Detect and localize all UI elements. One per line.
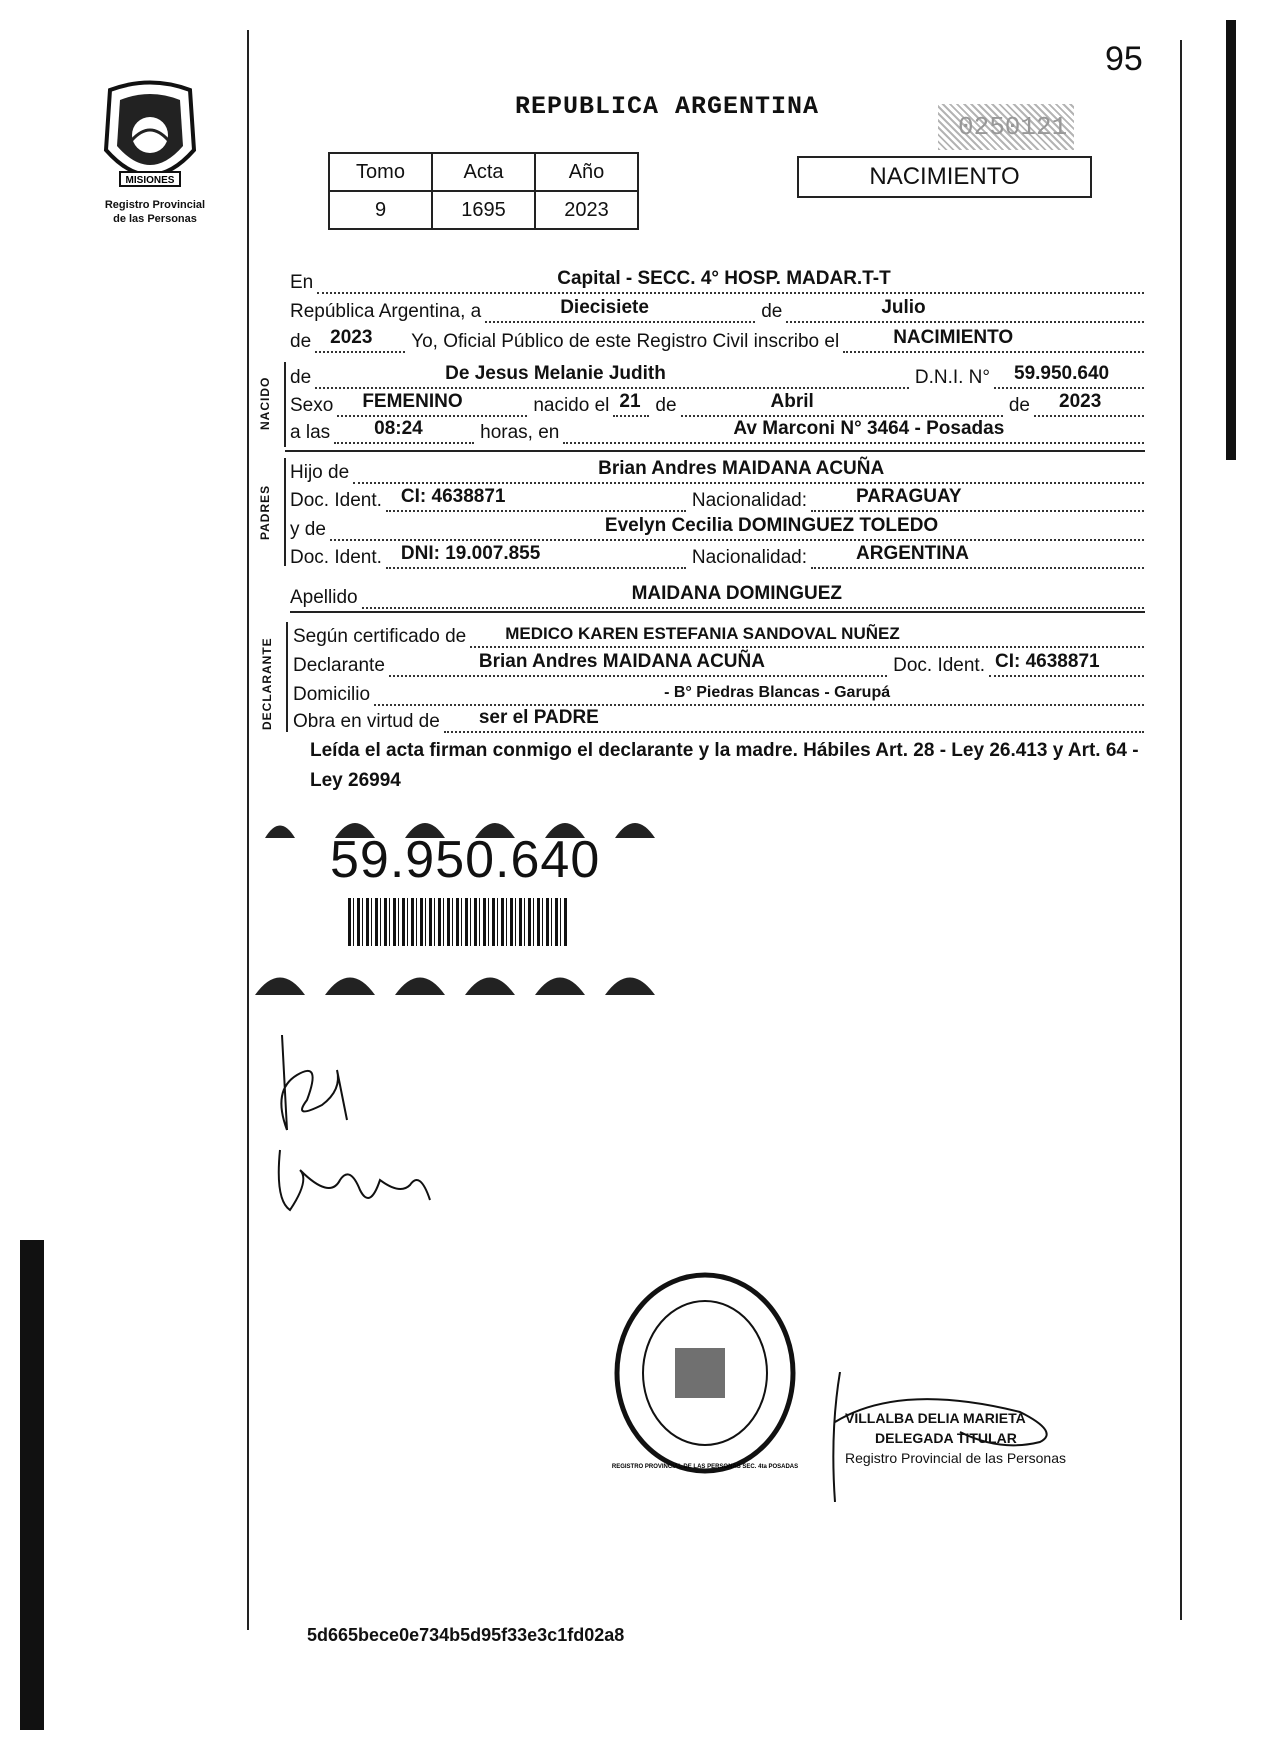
logo-caption-line2: de las Personas	[113, 213, 197, 225]
anio-header: Año	[535, 153, 638, 191]
nacido-de-label: de	[290, 367, 312, 388]
registry-seal	[610, 1268, 800, 1483]
child-dni: 59.950.640	[1014, 363, 1110, 384]
nacido-bracket	[284, 362, 286, 447]
domicilio-label: Domicilio	[293, 684, 371, 705]
line-declarante	[293, 651, 1144, 677]
domicilio-value: - B° Piedras Blancas - Garupá	[664, 684, 891, 701]
mother-nationality: ARGENTINA	[856, 543, 969, 564]
line-date	[290, 297, 1144, 323]
year-prefix: de	[290, 331, 312, 352]
date-de-label: de	[761, 301, 783, 322]
top-stamp-text: 0250121	[958, 112, 1068, 142]
hijo-label: Hijo de	[290, 462, 350, 483]
declarante-doc-label: Doc. Ident.	[893, 655, 985, 676]
document-title: REPUBLICA ARGENTINA	[515, 92, 820, 121]
month-value: Julio	[881, 297, 926, 318]
declarante-section-label: DECLARANTE	[260, 637, 274, 730]
line-cert	[293, 622, 1144, 648]
record-type-box: NACIMIENTO	[797, 156, 1092, 198]
delegate-office: Registro Provincial de las Personas	[845, 1450, 1066, 1466]
delegate-role: DELEGADA TITULAR	[875, 1430, 1017, 1446]
birth-de-label: de	[655, 395, 677, 416]
child-name: De Jesus Melanie Judith	[445, 363, 666, 384]
birth-year: 2023	[1059, 391, 1102, 412]
tomo-header: Tomo	[329, 153, 432, 191]
declarante-label: Declarante	[293, 655, 385, 676]
sticker-dni-number: 59.950.640	[330, 831, 601, 889]
mother-doc: DNI: 19.007.855	[400, 543, 541, 564]
document-hash: 5d665bece0e734b5d95f33e3c1fd02a8	[307, 1625, 625, 1645]
nacido-section-label: NACIDO	[258, 376, 272, 430]
left-edge-bar	[20, 1240, 44, 1730]
top-stamp	[938, 104, 1074, 150]
seal-text: REGISTRO PROVINCIAL DE LAS PERSONAS SEC. 4ta POSADAS	[611, 1464, 799, 1470]
obra-value: ser el PADRE	[478, 707, 599, 728]
sexo-label: Sexo	[290, 395, 334, 416]
line-mother-doc	[290, 543, 1144, 569]
inscribe-value: NACIMIENTO	[893, 327, 1014, 348]
horas-label: horas, en	[480, 422, 560, 443]
birth-day: 21	[619, 391, 641, 412]
declarante-signature	[262, 1030, 382, 1145]
line-nacido-sexo	[290, 391, 1144, 417]
en-value: Capital - SECC. 4° HOSP. MADAR.T-T	[557, 268, 891, 289]
sticker-bottom-band	[255, 955, 695, 995]
apellido-label: Apellido	[290, 587, 358, 608]
birth-month: Abril	[770, 391, 814, 412]
birth-time: 08:24	[374, 418, 423, 439]
madre-signature	[270, 1140, 440, 1235]
closing-statement: Leída el acta firman conmigo el declarante y la madre. Hábiles Art. 28 - Ley 26.413 y Art. 64 - Ley 26994	[310, 740, 1139, 791]
delegate-name: VILLALBA DELIA MARIETA	[845, 1410, 1026, 1426]
father-nationality: PARAGUAY	[856, 486, 962, 507]
line-father	[290, 458, 1144, 484]
father-doc: CI: 4638871	[400, 486, 506, 507]
province-logo	[90, 80, 210, 203]
declarante-name: Brian Andres MAIDANA ACUÑA	[478, 651, 765, 672]
padres-section-label: PADRES	[258, 484, 272, 540]
nacido-el-label: nacido el	[533, 395, 610, 416]
father-doc-label: Doc. Ident.	[290, 490, 382, 511]
right-margin-line	[1180, 40, 1182, 1620]
mother-doc-label: Doc. Ident.	[290, 547, 382, 568]
logo-seal-text: MISIONES	[125, 175, 175, 186]
logo-caption-line1: Registro Provincial	[104, 199, 206, 211]
rule-after-nacido	[285, 450, 1145, 452]
line-obra	[293, 707, 1144, 733]
cert-label: Según certificado de	[293, 626, 467, 647]
rep-label: República Argentina, a	[290, 301, 482, 322]
declarante-doc: CI: 4638871	[995, 651, 1100, 672]
mother-nat-label: Nacionalidad:	[691, 547, 808, 568]
line-mother	[290, 515, 1144, 541]
delegate-block	[845, 1408, 1066, 1468]
apellido-value: MAIDANA DOMINGUEZ	[631, 583, 843, 604]
logo-caption	[80, 198, 230, 226]
line-inscribe	[290, 327, 1144, 353]
line-nacido-time	[290, 418, 1144, 444]
birth-place: Av Marconi N° 3464 - Posadas	[733, 418, 1005, 439]
acta-header: Acta	[432, 153, 535, 191]
acta-value: 1695	[432, 191, 535, 229]
line-nacido-name	[290, 363, 1144, 389]
line-apellido	[290, 583, 1144, 609]
yde-label: y de	[290, 519, 326, 540]
left-margin-line	[247, 30, 249, 1630]
sticker-barcode	[348, 898, 568, 946]
cert-value: MEDICO KAREN ESTEFANIA SANDOVAL NUÑEZ	[505, 624, 900, 643]
father-nat-label: Nacionalidad:	[691, 490, 808, 511]
anio-value: 2023	[535, 191, 638, 229]
en-label: En	[290, 272, 314, 293]
declarante-bracket	[286, 622, 288, 732]
line-father-doc	[290, 486, 1144, 512]
rule-after-apellido	[290, 611, 1145, 613]
right-edge-bar	[1226, 20, 1236, 460]
alas-label: a las	[290, 422, 331, 443]
register-table	[328, 152, 639, 230]
inscribe-text: Yo, Oficial Público de este Registro Civil inscribo el	[411, 331, 840, 352]
year-value: 2023	[330, 327, 373, 348]
padres-bracket	[284, 458, 286, 566]
birth-de-label-2: de	[1008, 395, 1030, 416]
father-name: Brian Andres MAIDANA ACUÑA	[598, 458, 885, 479]
sexo-value: FEMENINO	[362, 391, 463, 412]
line-en	[290, 268, 1144, 294]
dni-label: D.N.I. N°	[914, 367, 990, 388]
day-words: Diecisiete	[560, 297, 649, 318]
page-number: 95	[1105, 40, 1143, 78]
obra-label: Obra en virtud de	[293, 711, 440, 732]
mother-name: Evelyn Cecilia DOMINGUEZ TOLEDO	[604, 515, 939, 536]
tomo-value: 9	[329, 191, 432, 229]
line-domicilio	[293, 680, 1144, 706]
